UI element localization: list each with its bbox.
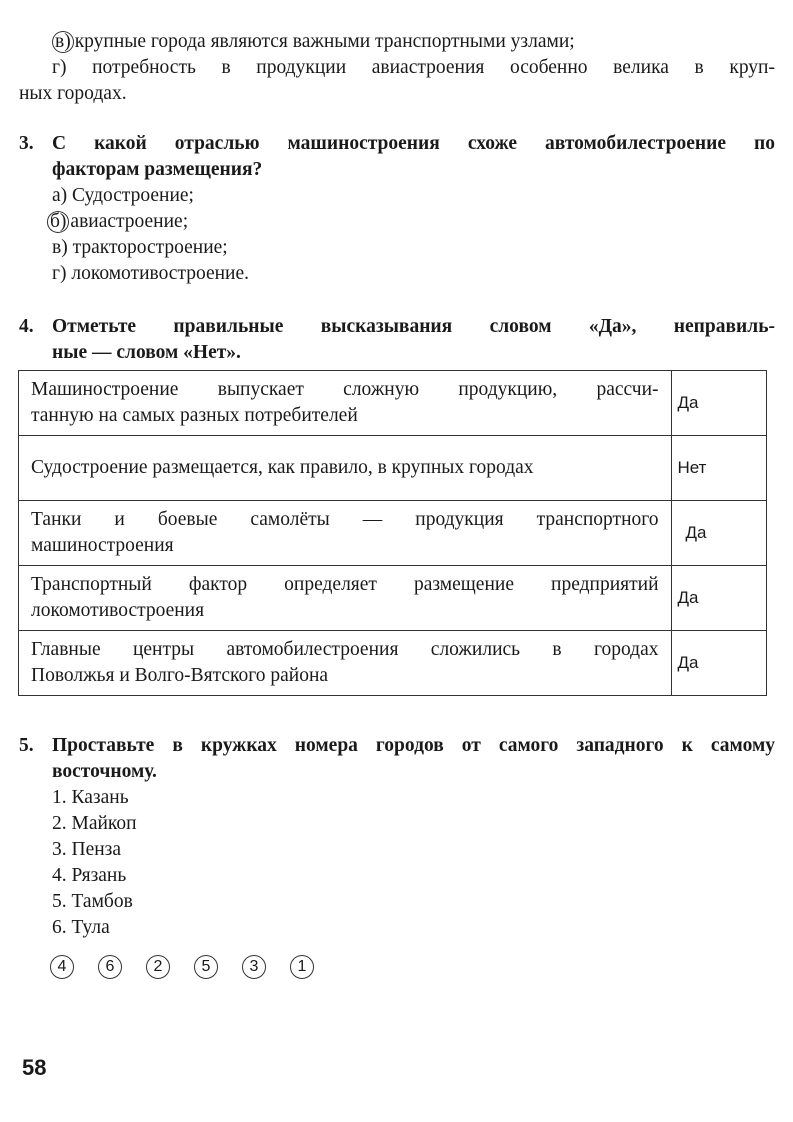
table-row (19, 501, 767, 566)
page-number: 58 (22, 1055, 47, 1080)
q3-option-g: г) локомотивостроение. (52, 263, 250, 284)
q3-option-b-circled-letter: б) (47, 211, 69, 233)
q3-option-v: в) тракторостроение; (52, 237, 228, 258)
q3-question-line2: факторам размещения? (52, 159, 263, 180)
statement-cell (19, 566, 672, 631)
q3-option-a: а) Судостроение; (52, 185, 194, 206)
answer-circle: 5 (194, 955, 218, 979)
table-row (19, 566, 767, 631)
answer-cell: Да (671, 566, 766, 631)
q5-city: 1. Казань (52, 787, 129, 808)
q5-city: 3. Пенза (52, 839, 122, 860)
statement-line: локомотивостроения (31, 600, 205, 621)
q4-question-line2: ные — словом «Нет». (52, 342, 241, 363)
table-row (19, 436, 767, 501)
table-row (19, 631, 767, 696)
statement-line: Машиностроение выпускает сложную продукцию, рассчи- (31, 379, 659, 400)
q5-question-line2: восточному. (52, 761, 157, 782)
q5-city: 5. Тамбов (52, 891, 133, 912)
statement-line: Транспортный фактор определяет размещение предприятий (31, 574, 659, 595)
answer-cell: Да (671, 631, 766, 696)
q2-option-g-line2: ных городах. (19, 83, 127, 104)
q5-city: 4. Рязань (52, 865, 127, 886)
statement-cell (19, 371, 672, 436)
answer-circle: 4 (50, 955, 74, 979)
q2-option-g-line1: г) потребность в продукции авиастроения особенно велика в круп- (52, 57, 775, 78)
q2-option-v (52, 29, 575, 55)
answer-circle: 1 (290, 955, 314, 979)
statement-line: Танки и боевые самолёты — продукция транспортного (31, 509, 659, 530)
q5-city: 6. Тула (52, 917, 110, 938)
statement-line: Главные центры автомобилестроения сложились в городах (31, 639, 659, 660)
answer-circle: 3 (242, 955, 266, 979)
true-false-table (18, 370, 767, 696)
q4-number: 4. (19, 316, 34, 337)
statement-line: Поволжья и Волго-Вятского района (31, 665, 329, 686)
q5-city: 2. Майкоп (52, 813, 137, 834)
statement-line: машиностроения (31, 535, 174, 556)
q3-question-line1: С какой отраслью машиностроения схоже автомобилестроение по (52, 133, 775, 154)
statement-cell (19, 436, 672, 501)
q2-option-v-text: крупные города являются важными транспортными узлами; (74, 31, 575, 52)
statement-line: Судостроение размещается, как правило, в крупных городах (31, 457, 534, 478)
statement-cell (19, 631, 672, 696)
statement-cell (19, 501, 672, 566)
q5-question-line1: Проставьте в кружках номера городов от самого западного к самому (52, 735, 775, 756)
answer-cell: Да (671, 501, 766, 566)
statement-line: танную на самых разных потребителей (31, 405, 358, 426)
q3-option-b-text: авиастроение; (70, 211, 189, 232)
answer-cell: Да (671, 371, 766, 436)
q3-number: 3. (19, 133, 34, 154)
answer-circle: 2 (146, 955, 170, 979)
q3-option-b (47, 209, 188, 235)
q5-number: 5. (19, 735, 34, 756)
q2-option-v-circled-letter: в) (52, 31, 74, 53)
q4-question-line1: Отметьте правильные высказывания словом «Да», неправиль- (52, 316, 775, 337)
answer-cell: Нет (671, 436, 766, 501)
table-row (19, 371, 767, 436)
answer-circle: 6 (98, 955, 122, 979)
